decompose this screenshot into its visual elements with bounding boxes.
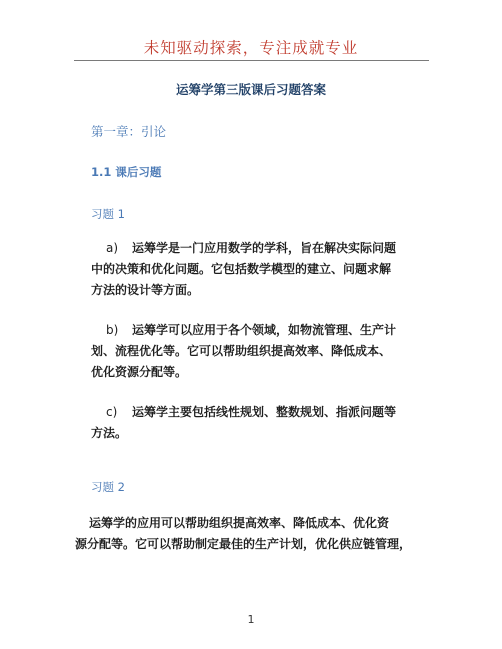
list-item [106, 320, 396, 341]
list-marker: a) [106, 241, 119, 255]
list-item-text: 运筹学主要包括线性规划、整数规划、指派问题等 [132, 405, 397, 419]
list-marker: b) [106, 323, 119, 337]
list-item-continuation: 优化资源分配等。 [91, 365, 188, 379]
exercise-1-heading: 习题 1 [91, 207, 125, 221]
list-item-text: 运筹学是一门应用数学的学科，旨在解决实际问题 [132, 241, 397, 255]
list-item [106, 402, 396, 423]
list-marker: c) [106, 405, 118, 419]
header-divider [74, 60, 429, 61]
paragraph-line: 运筹学的应用可以帮助组织提高效率、降低成本、优化资 [89, 516, 390, 530]
list-item-continuation: 方法的设计等方面。 [91, 283, 200, 297]
section-heading: 1.1 课后习题 [91, 165, 162, 179]
paragraph-line: 源分配等。它可以帮助制定最佳的生产计划，优化供应链管理， [75, 537, 412, 551]
page-header: 未知驱动探索，专注成就专业 [143, 39, 359, 57]
document-title: 运筹学第三版课后习题答案 [175, 82, 326, 97]
chapter-heading: 第一章：引论 [91, 124, 167, 139]
exercise-2-heading: 习题 2 [91, 480, 125, 494]
page-number: 1 [247, 613, 255, 626]
list-item-continuation: 方法。 [91, 426, 128, 440]
list-item-continuation: 中的决策和优化问题。它包括数学模型的建立、问题求解 [91, 262, 392, 276]
list-item-continuation: 划、流程优化等。它可以帮助组织提高效率、降低成本、 [91, 344, 392, 358]
list-item [106, 238, 396, 259]
list-item-text: 运筹学可以应用于各个领域，如物流管理、生产计 [132, 323, 397, 337]
